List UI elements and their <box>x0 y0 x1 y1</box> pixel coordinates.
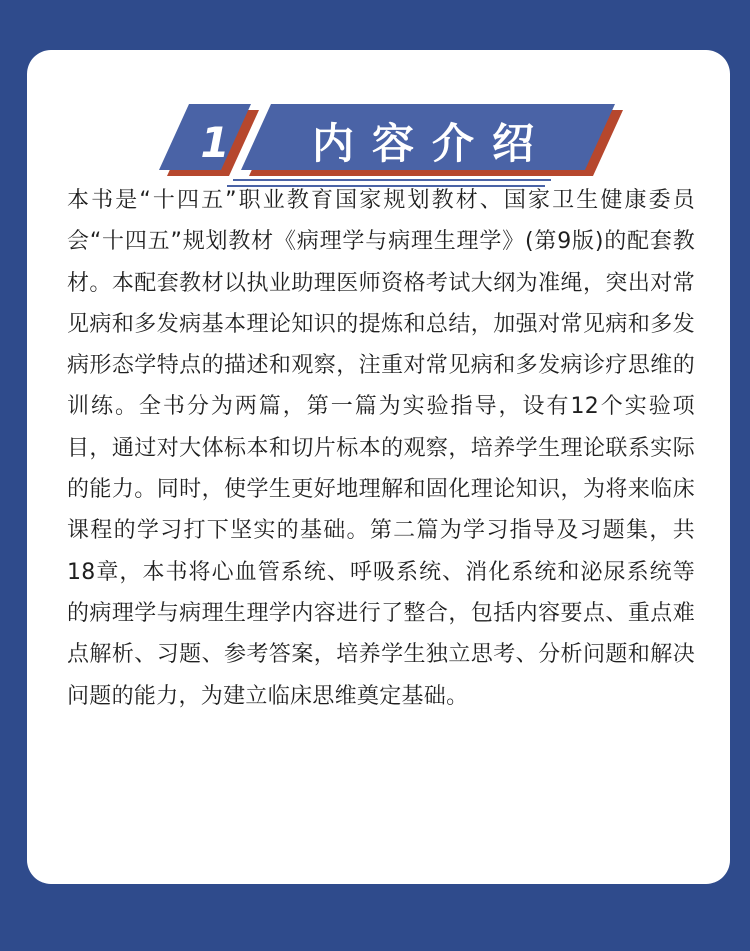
intro-paragraph: 本书是“十四五”职业教育国家规划教材、国家卫生健康委员会“十四五”规划教材《病理学与病理生理学》(第9版)的配套教材。本配套教材以执业助理医师资格考试大纲为准绳，突出对常见病和多发病基本理论知识的提炼和总结，加强对常见病和多发病形态学特点的描述和观察，注重对常见病和多发病诊疗思维的训练。全书分为两篇，第一篇为实验指导，设有12个实验项目，通过对大体标本和切片标本的观察，培养学生理论联系实际的能力。同时，使学生更好地理解和固化理论知识，为将来临床课程的学习打下坚实的基础。第二篇为学习指导及习题集，共18章，本书将心血管系统、呼吸系统、消化系统和泌尿系统等的病理学与病理生理学内容进行了整合，包括内容要点、重点难点解析、习题、参考答案，培养学生独立思考、分析问题和解决问题的能力，为建立临床思维奠定基础。 <box>67 188 695 709</box>
section-title: 内容介绍 <box>311 119 552 168</box>
content-card <box>27 50 730 884</box>
section-number: 1 <box>200 118 230 167</box>
section-header <box>147 78 647 188</box>
